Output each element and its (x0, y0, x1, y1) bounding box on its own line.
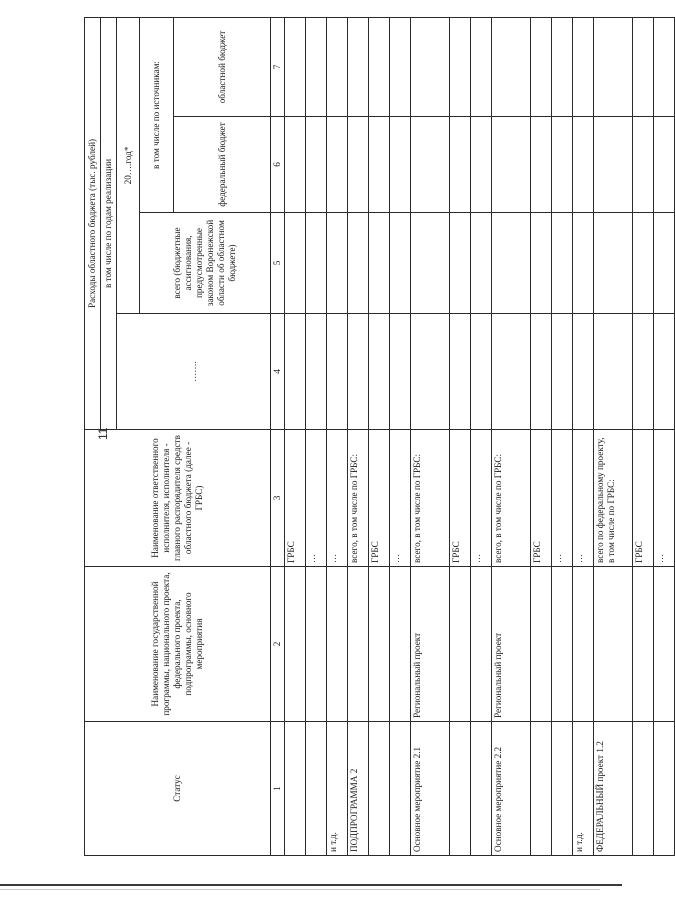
name-cell (347, 567, 368, 722)
table-row (305, 17, 326, 855)
value-cell (449, 213, 470, 314)
status-cell: Основное мероприятие 2.2 (491, 722, 530, 856)
executor-cell: всего, в том числе по ГРБС: (491, 430, 530, 567)
header-expenses: Расходы областного бюджета (тыс. рублей) (85, 17, 101, 429)
value-cell (326, 213, 347, 314)
value-cell (572, 314, 593, 430)
value-cell (326, 314, 347, 430)
value-cell (449, 117, 470, 213)
value-cell (326, 17, 347, 116)
value-cell (305, 117, 326, 213)
value-cell (410, 314, 449, 430)
value-cell (551, 314, 572, 430)
status-cell (632, 722, 653, 856)
value-cell (632, 314, 653, 430)
value-cell (491, 314, 530, 430)
status-cell (305, 722, 326, 856)
header-name: Наименование государственной программы, национального проекта, федерального проекта, подпрограммы, основного мероприятия (85, 567, 271, 722)
status-cell (368, 722, 389, 856)
value-cell (593, 314, 632, 430)
value-cell (284, 17, 305, 116)
executor-cell: … (470, 430, 491, 567)
status-cell: Основное мероприятие 2.1 (410, 722, 449, 856)
column-number: 6 (271, 117, 285, 213)
table-row (551, 17, 572, 855)
table-row (347, 17, 368, 855)
executor-cell: … (572, 430, 593, 567)
name-cell (593, 567, 632, 722)
budget-table-container (84, 18, 665, 856)
value-cell (632, 213, 653, 314)
value-cell (593, 17, 632, 116)
table-row (530, 17, 551, 855)
value-cell (305, 213, 326, 314)
name-cell (449, 567, 470, 722)
name-cell (470, 567, 491, 722)
value-cell (449, 17, 470, 116)
value-cell (470, 17, 491, 116)
value-cell (632, 117, 653, 213)
value-cell (347, 117, 368, 213)
value-cell (593, 213, 632, 314)
value-cell (491, 117, 530, 213)
table-row (410, 17, 449, 855)
executor-cell: … (326, 430, 347, 567)
value-cell (593, 117, 632, 213)
executor-cell: ГРБС (449, 430, 470, 567)
status-cell (389, 722, 410, 856)
status-cell (284, 722, 305, 856)
header-executor: Наименование ответственного исполнителя, исполнителя - главного распорядителя средств областного бюджета (далее - ГРБС) (85, 430, 271, 567)
header-total: всего (бюджетные ассигнования, предусмотренные законом Воронежской области об областном бюджете) (140, 213, 271, 314)
name-cell (368, 567, 389, 722)
value-cell (284, 117, 305, 213)
value-cell (305, 17, 326, 116)
header-dots: ……. (117, 314, 271, 430)
name-cell: Региональный проект (410, 567, 449, 722)
value-cell (572, 117, 593, 213)
table-row (389, 17, 410, 855)
value-cell (449, 314, 470, 430)
executor-cell: всего, в том числе по ГРБС: (410, 430, 449, 567)
table-row (593, 17, 632, 855)
page-bottom-rule (0, 884, 622, 886)
value-cell (551, 17, 572, 116)
table-row (632, 17, 653, 855)
column-number: 5 (271, 213, 285, 314)
value-cell (389, 213, 410, 314)
value-cell (389, 17, 410, 116)
page-bottom-shadow-rule (0, 889, 600, 890)
name-cell (284, 567, 305, 722)
value-cell (530, 117, 551, 213)
table-row (449, 17, 470, 855)
status-cell (653, 722, 674, 856)
header-federal: федеральный бюджет (174, 117, 271, 213)
table-row (653, 17, 674, 855)
name-cell (530, 567, 551, 722)
column-number: 1 (271, 722, 285, 856)
table-row (368, 17, 389, 855)
value-cell (530, 17, 551, 116)
column-number: 4 (271, 314, 285, 430)
column-number: 7 (271, 17, 285, 116)
header-status: Статус (85, 722, 271, 856)
value-cell (491, 213, 530, 314)
status-cell: и т.д. (572, 722, 593, 856)
value-cell (491, 17, 530, 116)
value-cell (410, 17, 449, 116)
name-cell (632, 567, 653, 722)
column-number: 2 (271, 567, 285, 722)
executor-cell: … (653, 430, 674, 567)
value-cell (347, 17, 368, 116)
name-cell (551, 567, 572, 722)
executor-cell: … (551, 430, 572, 567)
value-cell (389, 314, 410, 430)
header-by-years: в том числе по годам реализации (101, 17, 117, 429)
executor-cell: … (389, 430, 410, 567)
table-row (326, 17, 347, 855)
value-cell (470, 314, 491, 430)
name-cell (305, 567, 326, 722)
name-cell (326, 567, 347, 722)
value-cell (653, 314, 674, 430)
status-cell: ФЕДЕРАЛЬНЫЙ проект 1.2 (593, 722, 632, 856)
status-cell (551, 722, 572, 856)
name-cell (572, 567, 593, 722)
status-cell: и т.д. (326, 722, 347, 856)
executor-cell: … (305, 430, 326, 567)
value-cell (368, 314, 389, 430)
value-cell (632, 17, 653, 116)
value-cell (368, 17, 389, 116)
header-regional: областной бюджет (174, 17, 271, 116)
value-cell (551, 213, 572, 314)
budget-table (84, 17, 675, 856)
table-row (572, 17, 593, 855)
executor-cell: всего, в том числе по ГРБС: (347, 430, 368, 567)
value-cell (410, 117, 449, 213)
value-cell (470, 117, 491, 213)
value-cell (572, 17, 593, 116)
table-row (470, 17, 491, 855)
value-cell (284, 213, 305, 314)
value-cell (305, 314, 326, 430)
table-row (284, 17, 305, 855)
executor-cell: ГРБС (368, 430, 389, 567)
value-cell (389, 117, 410, 213)
value-cell (410, 213, 449, 314)
executor-cell: ГРБС (632, 430, 653, 567)
value-cell (368, 213, 389, 314)
page-number: 11 (96, 427, 110, 440)
value-cell (572, 213, 593, 314)
value-cell (653, 213, 674, 314)
status-cell: ПОДПРОГРАММА 2 (347, 722, 368, 856)
value-cell (347, 314, 368, 430)
value-cell (653, 117, 674, 213)
column-number: 3 (271, 430, 285, 567)
value-cell (530, 314, 551, 430)
executor-cell: ГРБС (530, 430, 551, 567)
value-cell (530, 213, 551, 314)
status-cell (530, 722, 551, 856)
status-cell (449, 722, 470, 856)
value-cell (470, 213, 491, 314)
value-cell (653, 17, 674, 116)
name-cell (653, 567, 674, 722)
value-cell (347, 213, 368, 314)
value-cell (326, 117, 347, 213)
header-year: 20….год* (117, 17, 140, 313)
executor-cell: всего по федеральному проекту, в том числе по ГРБС: (593, 430, 632, 567)
value-cell (551, 117, 572, 213)
header-by-sources: в том числе по источникам: (140, 17, 174, 212)
table-row (491, 17, 530, 855)
name-cell: Региональный проект (491, 567, 530, 722)
status-cell (470, 722, 491, 856)
name-cell (389, 567, 410, 722)
value-cell (284, 314, 305, 430)
executor-cell: ГРБС (284, 430, 305, 567)
value-cell (368, 117, 389, 213)
